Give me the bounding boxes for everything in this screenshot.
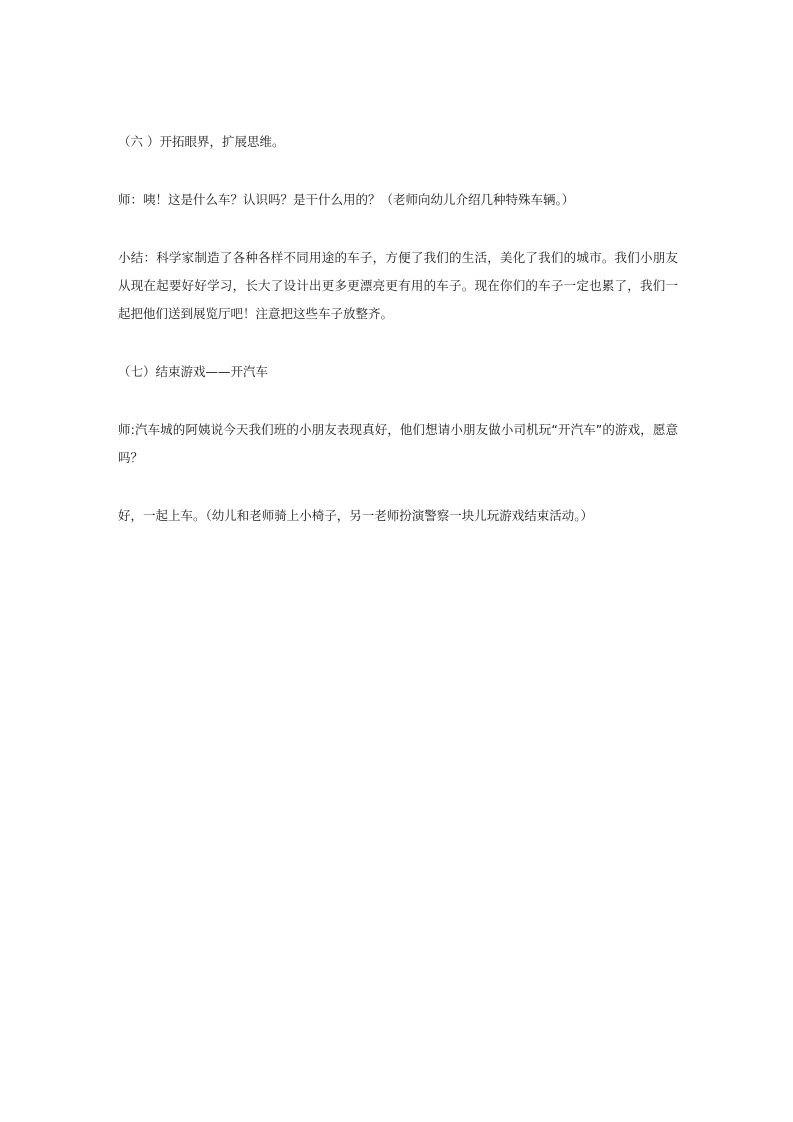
summary-paragraph: 小结：科学家制造了各种各样不同用途的车子，方便了我们的生活，美化了我们的城市。我们小朋友从现在起要好好学习，长大了设计出更多更漂亮更有用的车子。现在你们的车子一定也累了，我们一起把他们送到展览厅吧！注意把这些车子放整齐。: [118, 250, 678, 321]
section-heading-six: （六 ）开拓眼界，扩展思维。: [118, 134, 285, 149]
paragraph-spacer: [118, 472, 678, 502]
section-heading-seven: （七）结束游戏——开汽车: [118, 364, 269, 379]
teacher-invitation-paragraph: 师:汽车城的阿姨说今天我们班的小朋友表现真好，他们想请小朋友做小司机玩“开汽车”的游戏，愿意吗？: [118, 422, 678, 465]
paragraph-spacer: [118, 386, 678, 416]
paragraph-spacer: [118, 214, 678, 244]
closing-paragraph: 好，一起上车。（幼儿和老师骑上小椅子，另一老师扮演警察一块儿玩游戏结束活动。）: [118, 508, 594, 523]
paragraph-spacer: [118, 156, 678, 186]
teacher-question-paragraph: 师：咦！这是什么车？认识吗？是干什么用的？（老师向幼儿介绍几种特殊车辆。）: [118, 192, 575, 207]
paragraph-spacer: [118, 328, 678, 358]
document-body: [118, 128, 678, 530]
